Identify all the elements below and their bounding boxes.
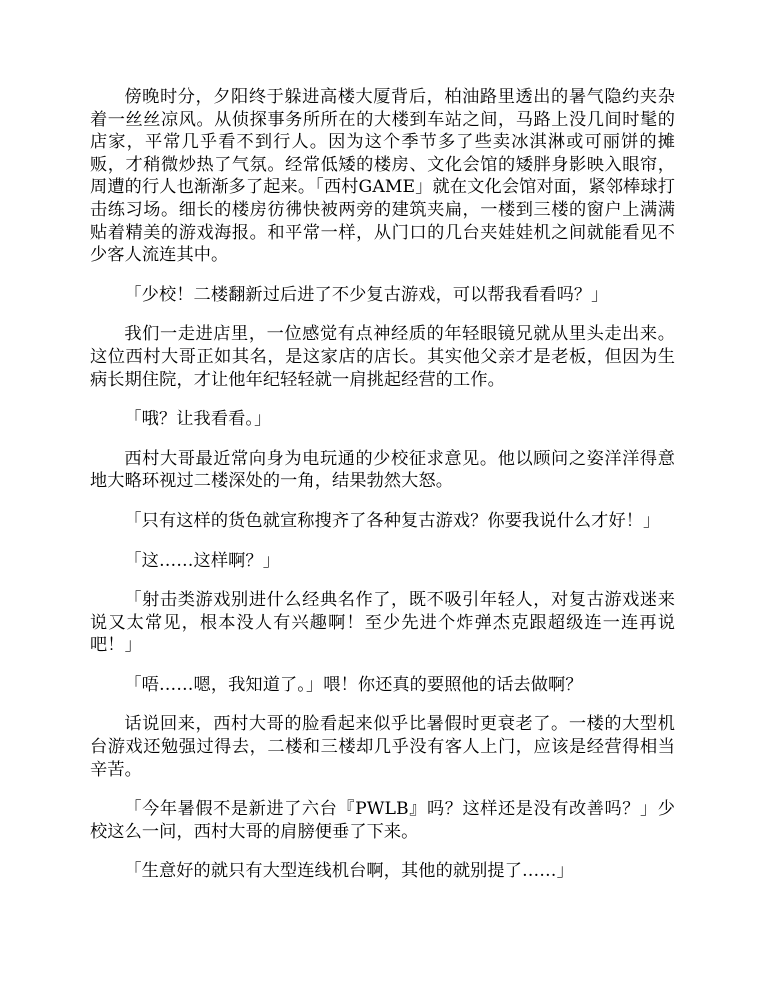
paragraph: 「射击类游戏别进什么经典名作了，既不吸引年轻人，对复古游戏迷来说又太常见，根本没人有兴趣啊！至少先进个炸弹杰克跟超级连一连再说吧！」 [90,590,675,656]
paragraph: 西村大哥最近常向身为电玩通的少校征求意见。他以顾问之姿洋洋得意地大略环视过二楼深处的一角，结果勃然大怒。 [90,448,675,492]
paragraph: 「今年暑假不是新进了六台『PWLB』吗？这样还是没有改善吗？」少校这么一问，西村大哥的肩膀便垂了下来。 [90,799,675,842]
paragraph: 「这……这样啊？」 [124,550,280,571]
paragraph: 「少校！二楼翻新过后进了不少复古游戏，可以帮我看看吗？」 [124,284,609,305]
paragraph: 「哦？让我看看。」 [124,409,272,430]
paragraph: 我们一走进店里，一位感觉有点神经质的年轻眼镜兄就从里头走出来。这位西村大哥正如其名，是这家店的店长。其实他父亲才是老板，但因为生病长期住院，才让他年纪轻轻就一肩挑起经营的工作。 [90,324,675,390]
paragraph: 「唔……嗯，我知道了。」喂！你还真的要照他的话去做啊？ [124,674,583,695]
paragraph: 「生意好的就只有大型连线机台啊，其他的就别提了……」 [124,861,574,882]
document-page [90,86,675,900]
paragraph: 傍晚时分，夕阳终于躲进高楼大厦背后，柏油路里透出的暑气隐约夹杂着一丝丝凉风。从侦探事务所所在的大楼到车站之间，马路上没几间时髦的店家，平常几乎看不到行人。因为这个季节多了些卖冰淇淋或可丽饼的摊贩，才稍微炒热了气氛。经常低矮的楼房、文化会馆的矮胖身影映入眼帘，周遭的行人也渐渐多了起来。「西村GAME」就在文化会馆对面，紧邻棒球打击练习场。细长的楼房彷彿快被两旁的建筑夹扁，一楼到三楼的窗户上满满贴着精美的游戏海报。和平常一样，从门口的几台夹娃娃机之间就能看见不少客人流连其中。 [90,87,675,266]
paragraph: 话说回来，西村大哥的脸看起来似乎比暑假时更衰老了。一楼的大型机台游戏还勉强过得去，二楼和三楼却几乎没有客人上门，应该是经营得相当辛苦。 [90,714,675,780]
paragraph: 「只有这样的货色就宣称搜齐了各种复古游戏？你要我说什么才好！」 [124,510,661,531]
